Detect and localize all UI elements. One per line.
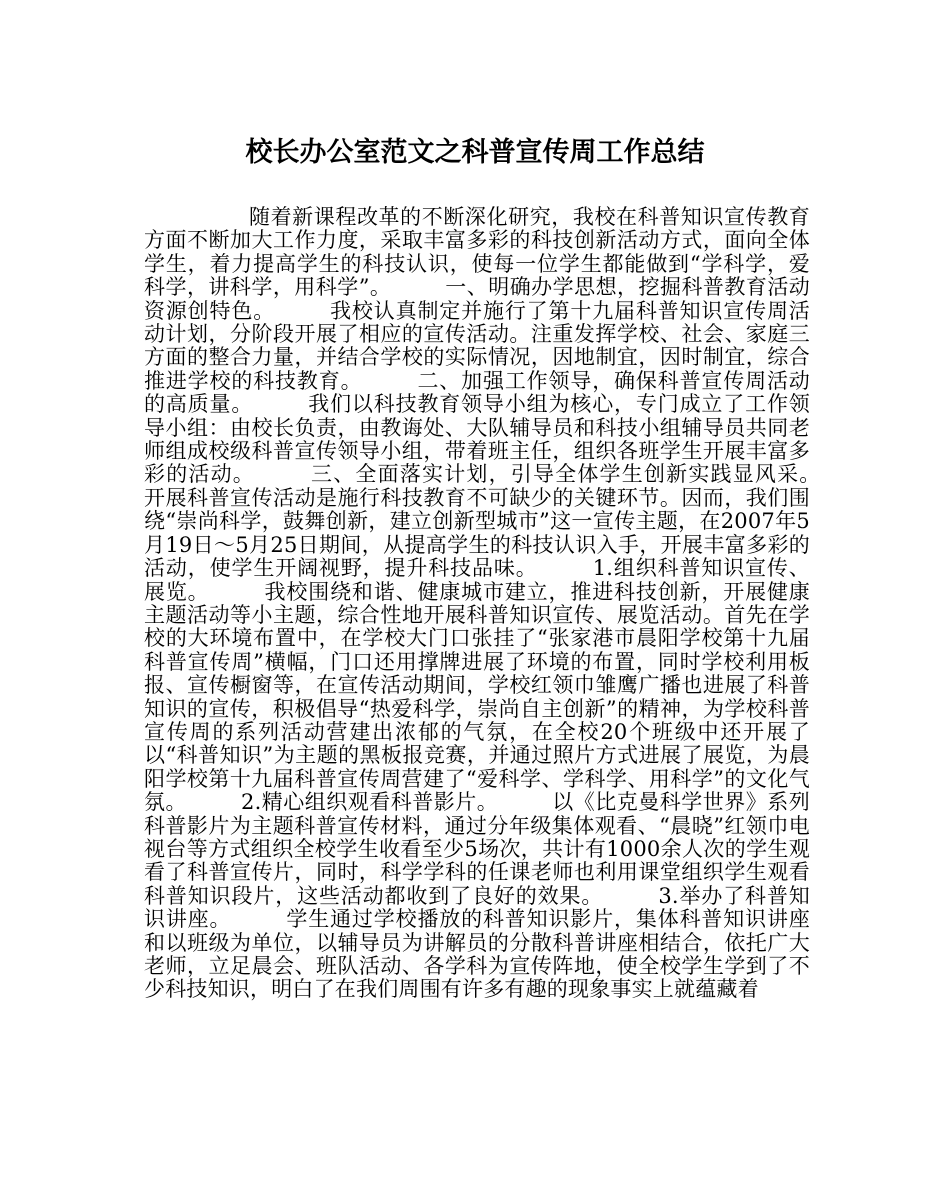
- document-title: 校长办公室范文之科普宣传周工作总结: [245, 137, 705, 168]
- document-body-paragraph: 随着新课程改革的不断深化研究，我校在科普知识宣传教育方面不断加大工作力度，采取丰富多彩的科技创新活动方式，面向全体学生，着力提高学生的科技认识，使每一位学生都能做到“学科学，爱科学，讲科学，用科学”。 一、明确办学思想，挖掘科普教育活动资源创特色。 我校认真制定并施行了第十九届科普知识宣传周活动计划，分阶段开展了相应的宣传活动。注重发挥学校、社会、家庭三方面的整合力量，并结合学校的实际情况，因地制宜，因时制宜，综合推进学校的科技教育。 二、加强工作领导，确保科普宣传周活动的高质量。 我们以科技教育领导小组为核心，专门成立了工作领导小组：由校长负责，由教诲处、大队辅导员和科技小组辅导员共同老师组成校级科普宣传领导小组，带着班主任，组织各班学生开展丰富多彩的活动。 三、全面落实计划，引导全体学生创新实践显风采。 开展科普宣传活动是施行科技教育不可缺少的关键环节。因而，我们围绕“崇尚科学，鼓舞创新，建立创新型城市”这一宣传主题，在2007年5月19日～5月25日期间，从提高学生的科技认识入手，开展丰富多彩的活动，使学生开阔视野，提升科技品味。 1.组织科普知识宣传、展览。 我校围绕和谐、健康城市建立，推进科技创新，开展健康主题活动等小主题，综合性地开展科普知识宣传、展览活动。首先在学校的大环境布置中，在学校大门口张挂了“张家港市晨阳学校第十九届科普宣传周”横幅，门口还用撑牌进展了环境的布置，同时学校利用板报、宣传橱窗等，在宣传活动期间，学校红领巾雏鹰广播也进展了科普知识的宣传，积极倡导“热爱科学，崇尚自主创新”的精神，为学校科普宣传周的系列活动营建出浓郁的气氛，在全校20个班级中还开展了以“科普知识”为主题的黑板报竞赛，并通过照片方式进展了展览，为晨阳学校第十九届科普宣传周营建了“爱科学、学科学、用科学”的文化气氛。 2.精心组织观看科普影片。 以《比克曼科学世界》系列科普影片为主题科普宣传材料，通过分年级集体观看、“晨晓”红领巾电视台等方式组织全校学生收看至少5场次，共计有1000余人次的学生观看了科普宣传片，同时，科学学科的任课老师也利用课堂组织学生观看科普知识段片，这些活动都收到了良好的效果。 3.举办了科普知识讲座。 学生通过学校播放的科普知识影片，集体科普知识讲座和以班级为单位，以辅导员为讲解员的分散科普讲座相结合，依托广大老师，立足晨会、班队活动、各学科为宣传阵地，使全校学生学到了不少科技知识，明白了在我们周围有许多有趣的现象事实上就蕴藏着: [144, 205, 874, 1002]
